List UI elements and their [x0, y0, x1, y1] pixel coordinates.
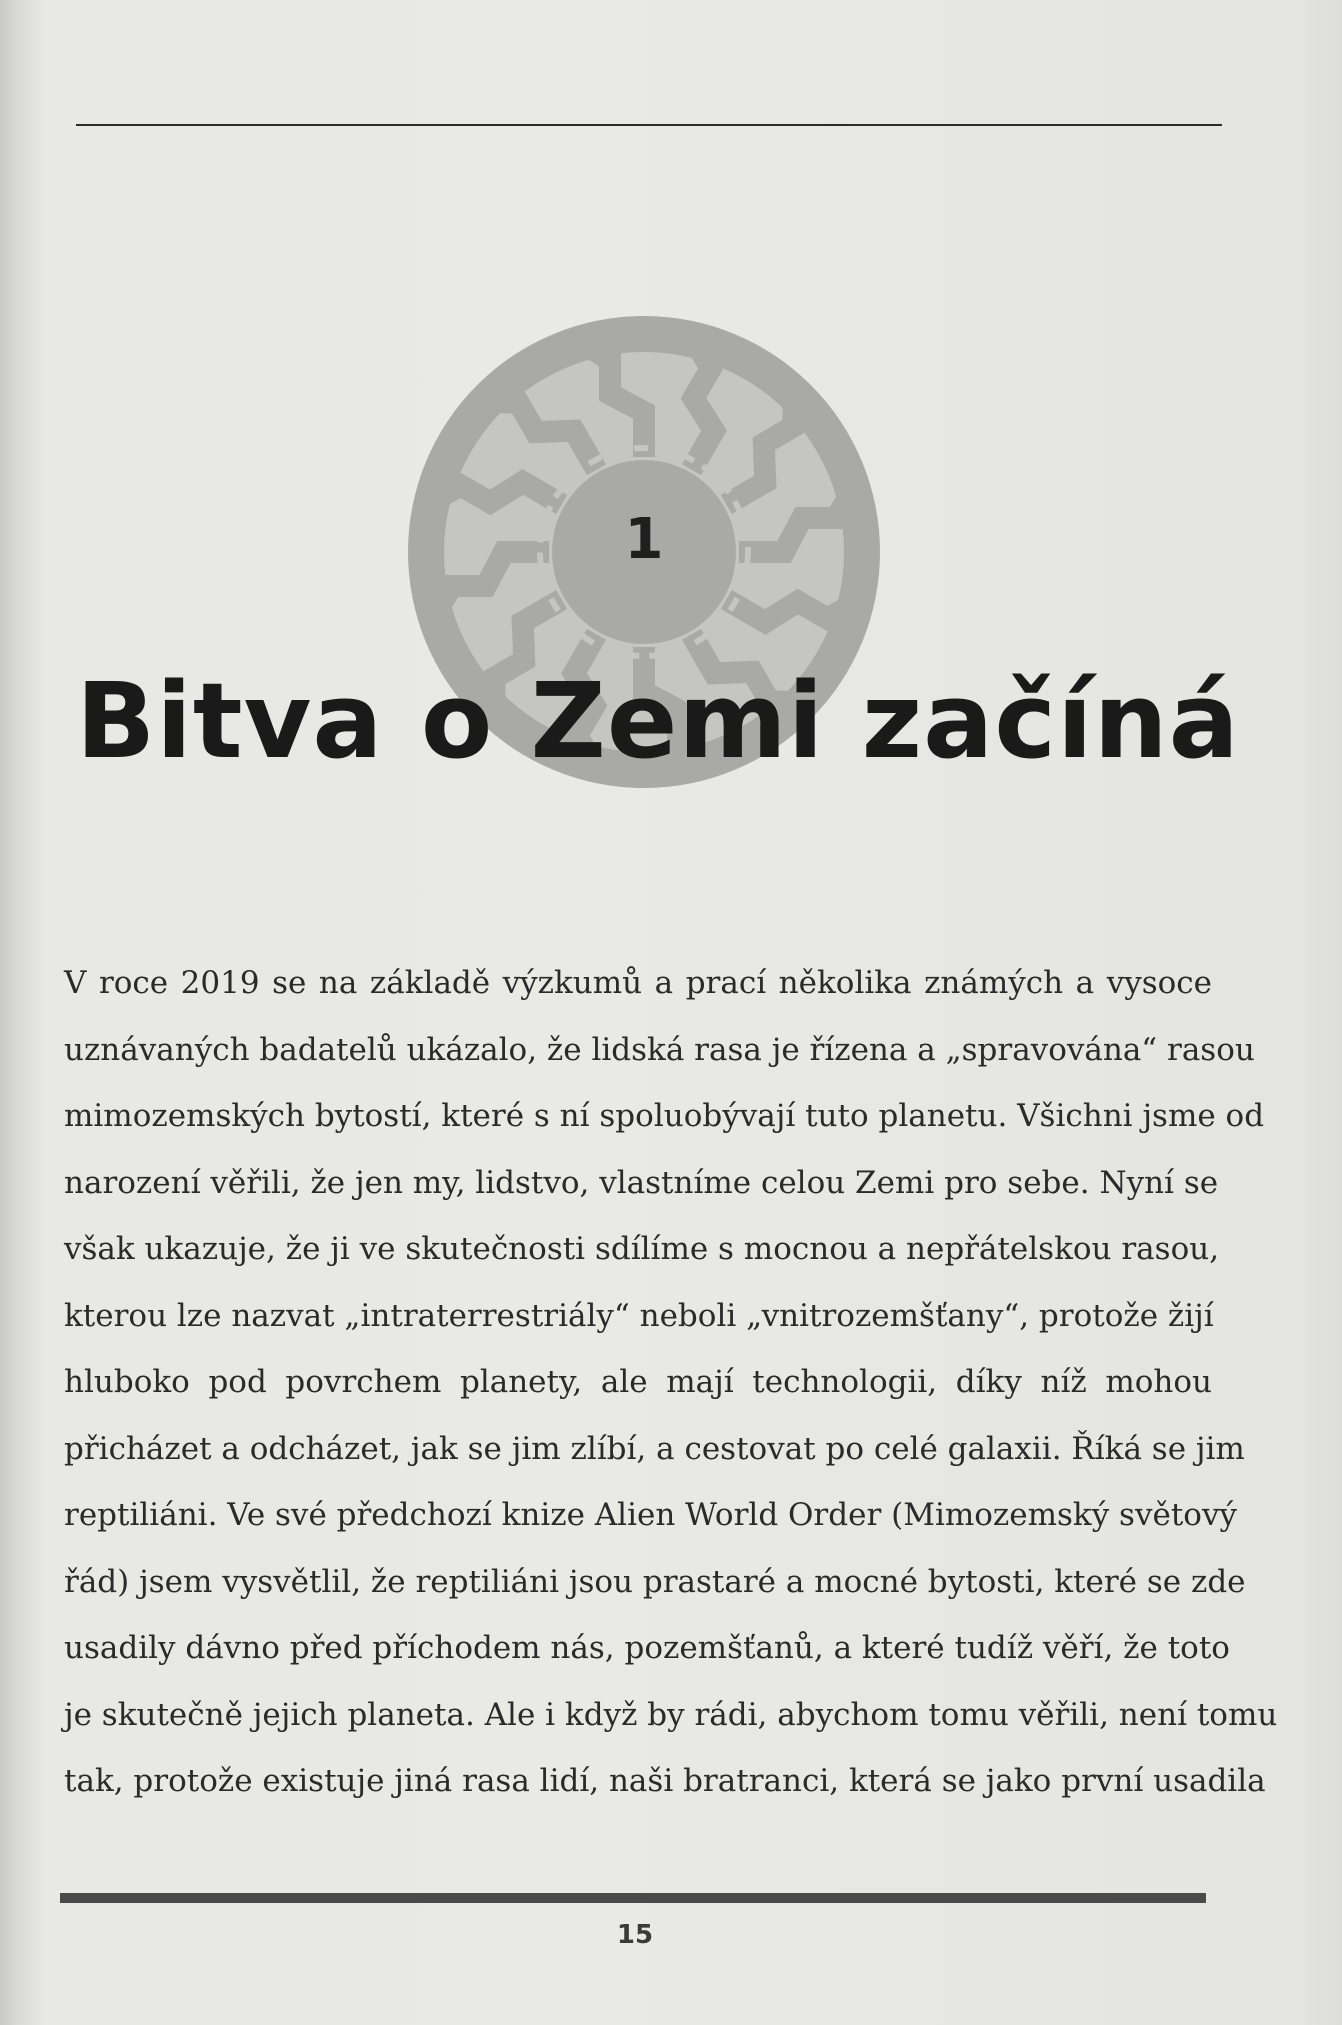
body-line: řád) jsem vysvětlil, že reptiliáni jsou prastaré a mocné bytosti, které se zde — [64, 1563, 1246, 1600]
page-number: 15 — [616, 1920, 654, 1950]
body-line: V roce 2019 se na základě výzkumů a prací několika známých a vysoce — [64, 965, 1212, 1001]
body-line: usadily dávno před příchodem nás, pozemšťanů, a které tudíž věří, že toto — [64, 1630, 1230, 1666]
body-paragraph — [64, 950, 1278, 1815]
chapter-number: 1 — [624, 507, 664, 572]
body-line: však ukazuje, že ji ve skutečnosti sdílíme s mocnou a nepřátelskou rasou, — [64, 1231, 1220, 1267]
body-line: uznávaných badatelů ukázalo, že lidská rasa je řízena a „spravována“ rasou — [64, 1031, 1255, 1068]
body-line: reptiliáni. Ve své předchozí knize Alien World Order (Mimozemský světový — [64, 1497, 1237, 1533]
body-line: tak, protože existuje jiná rasa lidí, naši bratranci, která se jako první usadila — [64, 1763, 1266, 1799]
chapter-title: Bitva o Zemi začíná — [76, 660, 1240, 782]
body-line: přicházet a odcházet, jak se jim zlíbí, a cestovat po celé galaxii. Říká se jim — [64, 1430, 1245, 1467]
body-line: je skutečně jejich planeta. Ale i když by rádi, abychom tomu věřili, není tomu — [64, 1696, 1278, 1733]
bottom-rule — [60, 1893, 1206, 1903]
top-rule — [76, 124, 1222, 126]
body-line: kterou lze nazvat „intraterrestriály“ neboli „vnitrozemšťany“, protože žijí — [64, 1297, 1214, 1334]
body-line: hluboko pod povrchem planety, ale mají technologii, díky níž mohou — [64, 1364, 1212, 1400]
body-line: narození věřili, že jen my, lidstvo, vlastníme celou Zemi pro sebe. Nyní se — [64, 1164, 1219, 1201]
body-line: mimozemských bytostí, které s ní spoluobývají tuto planetu. Všichni jsme od — [64, 1098, 1265, 1134]
